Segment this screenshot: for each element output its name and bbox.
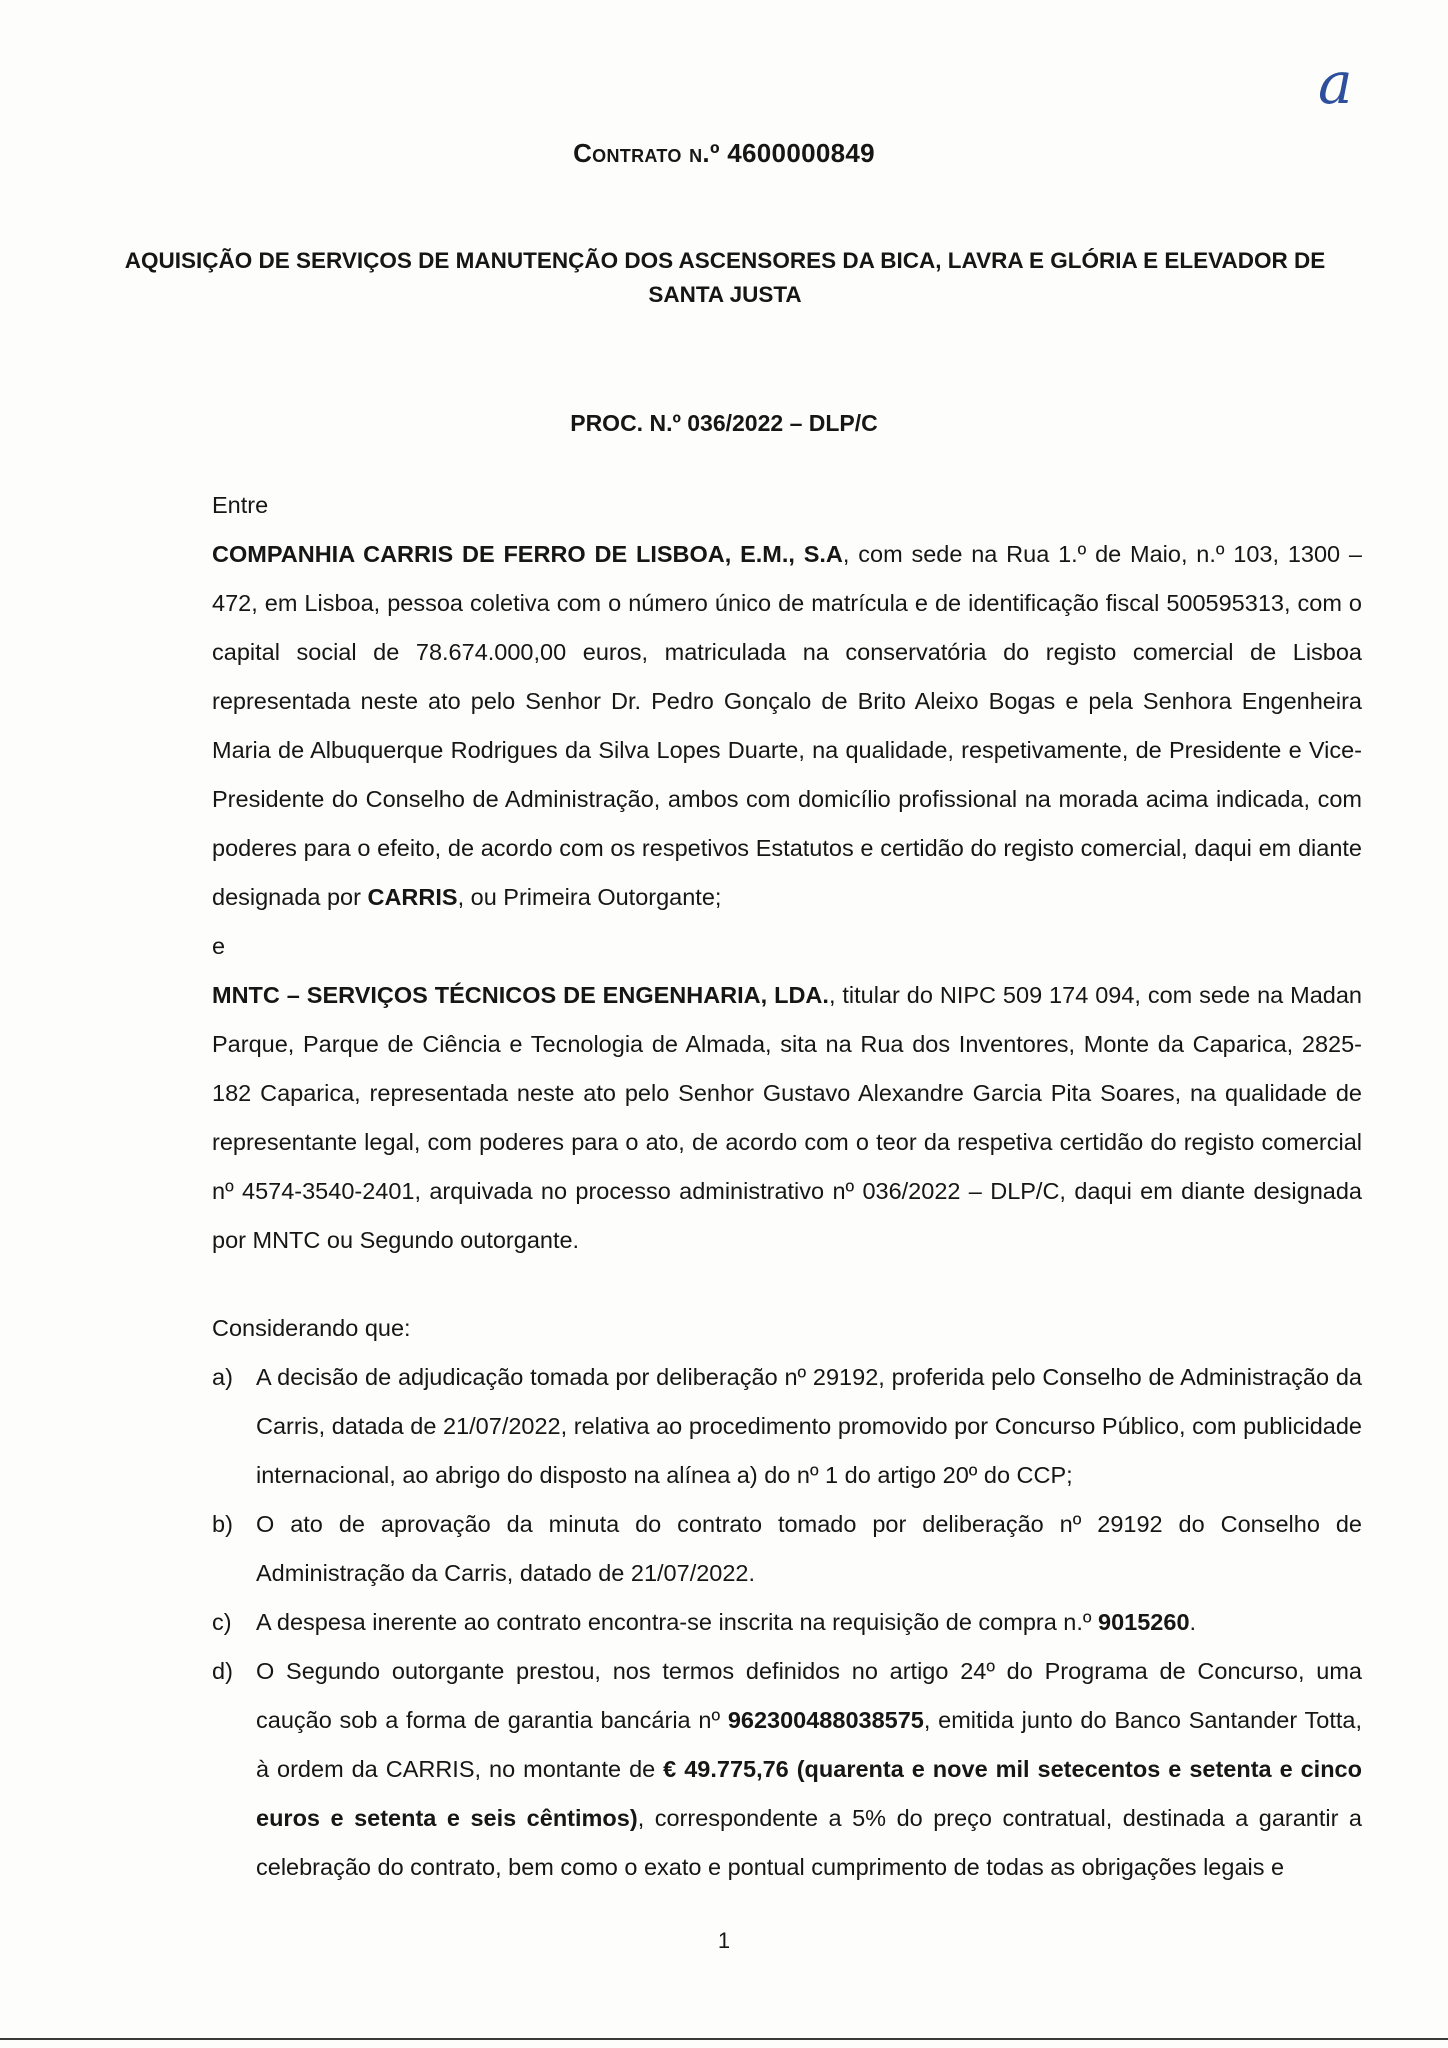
second-party-paragraph <box>212 971 1362 1265</box>
consideration-text: O ato de aprovação da minuta do contrato tomado por deliberação nº 29192 do Conselho de Administração da Carris, datado de 21/07/2022. <box>256 1511 1362 1586</box>
guarantee-amount: € 49.775,76 (quarenta e nove mil setecentos e setenta e cinco euros e setenta e seis cêntimos) <box>256 1756 1362 1831</box>
parties-intro: Entre <box>212 492 269 518</box>
list-marker: a) <box>212 1364 233 1390</box>
first-party-role: , ou Primeira Outorgante; <box>457 884 722 910</box>
first-party-details: , com sede na Rua 1.º de Maio, n.º 103, 1300 – 472, em Lisboa, pessoa coletiva com o número único de matrícula e de identificação fiscal 500595313, com o capital social de 78.674.000,00 euros, matriculada na conservatória do registo comercial de Lisboa representada neste ato pelo Senhor Dr. Pedro Gonçalo de Brito Aleixo Bogas e pela Senhora Engenheira Maria de Albuquerque Rodrigues da Silva Lopes Duarte, na qualidade, respetivamente, de Presidente e Vice-Presidente do Conselho de Administração, ambos com domicílio profissional na morada acima indicada, com poderes para o efeito, de acordo com os respetivos Estatutos e certidão do registo comercial, daqui em diante designada por <box>212 541 1362 910</box>
page-number: 1 <box>717 1928 731 1953</box>
list-item <box>212 1500 1362 1598</box>
purchase-requisition-number: 9015260 <box>1098 1609 1190 1635</box>
parties-connector: e <box>212 933 226 959</box>
contract-subject: AQUISIÇÃO DE SERVIÇOS DE MANUTENÇÃO DOS ASCENSORES DA BICA, LAVRA E GLÓRIA E ELEVADOR DE SANTA JUSTA <box>124 248 1326 307</box>
list-item <box>212 1353 1362 1500</box>
list-item <box>212 1598 1362 1647</box>
second-party-details: , titular do NIPC 509 174 094, com sede na Madan Parque, Parque de Ciência e Tecnologia de Almada, sita na Rua dos Inventores, Monte da Caparica, 2825-182 Caparica, representada neste ato pelo Senhor Gustavo Alexandre Garcia Pita Soares, na qualidade de representante legal, com poderes para o ato, de acordo com o teor da respetiva certidão do registo comercial nº 4574-3540-2401, arquivada no processo administrativo nº 036/2022 – DLP/C, daqui em diante designada por MNTC ou Segundo outorgante. <box>212 982 1362 1253</box>
consideration-text: A despesa inerente ao contrato encontra-se inscrita na requisição de compra n.º <box>256 1609 1099 1635</box>
consideration-text-mid: , emitida junto do Banco Santander Totta, à ordem da CARRIS, no montante de <box>256 1707 1362 1782</box>
handwritten-mark: a <box>1318 49 1353 117</box>
list-marker: d) <box>212 1658 233 1684</box>
consideration-text-end: , correspondente a 5% do preço contratual, destinada a garantir a celebração do contrato, bem como o exato e pontual cumprimento de todas as obrigações legais e <box>256 1805 1363 1880</box>
bottom-divider <box>0 2038 1448 2040</box>
first-party-paragraph <box>212 530 1362 922</box>
process-number: PROC. N.º 036/2022 – DLP/C <box>570 410 878 436</box>
list-item <box>212 1647 1362 1892</box>
bank-guarantee-number: 962300488038575 <box>727 1707 924 1733</box>
considerations-intro: Considerando que: <box>212 1315 411 1341</box>
list-marker: b) <box>212 1511 233 1537</box>
first-party-short-name: CARRIS <box>367 884 458 910</box>
considerations-list <box>212 1353 1362 1892</box>
consideration-text-end: . <box>1189 1609 1197 1635</box>
second-party-name: MNTC – SERVIÇOS TÉCNICOS DE ENGENHARIA, LDA. <box>212 982 829 1008</box>
consideration-text: O Segundo outorgante prestou, nos termos definidos no artigo 24º do Programa de Concurso, uma caução sob a forma de garantia bancária nº <box>256 1658 1362 1733</box>
first-party-name: COMPANHIA CARRIS DE FERRO DE LISBOA, E.M., S.A <box>212 541 843 567</box>
list-marker: c) <box>212 1609 232 1635</box>
contract-number: Contrato n.º 4600000849 <box>573 138 875 168</box>
consideration-text: A decisão de adjudicação tomada por deliberação nº 29192, proferida pelo Conselho de Administração da Carris, datada de 21/07/2022, relativa ao procedimento promovido por Concurso Público, com publicidade internacional, ao abrigo do disposto na alínea a) do nº 1 do artigo 20º do CCP; <box>256 1364 1362 1488</box>
